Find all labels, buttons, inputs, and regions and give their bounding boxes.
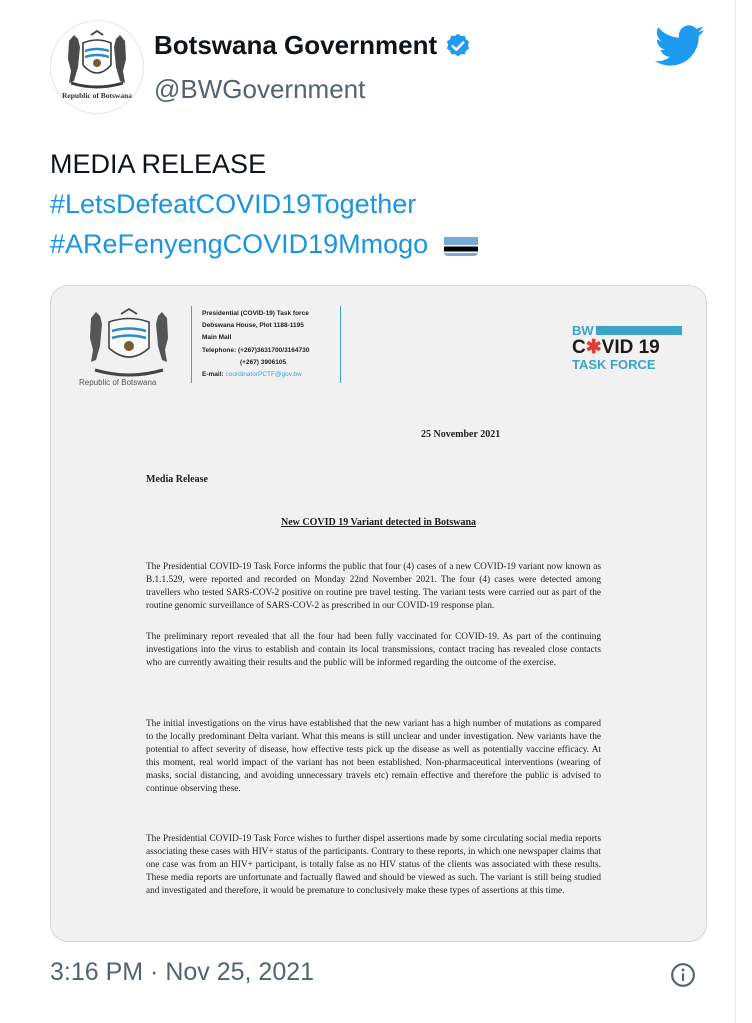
twitter-bird-icon[interactable] <box>655 25 705 67</box>
display-name[interactable]: Botswana Government <box>154 30 438 60</box>
media-release-document <box>51 286 706 941</box>
hashtag-link[interactable]: #LetsDefeatCOVID19Together <box>50 189 417 219</box>
document-heading: Media Release <box>146 474 208 485</box>
document-date: 25 November 2021 <box>421 429 501 440</box>
email-label: E-mail: <box>202 371 224 379</box>
avatar-caption: Republic of Botswana <box>61 91 132 100</box>
avatar[interactable] <box>50 20 144 114</box>
logo-bw-text: BW <box>572 323 594 338</box>
contact-line: (+267) 3906105 <box>240 358 287 366</box>
attached-image[interactable] <box>50 285 707 942</box>
tweet-timestamp[interactable]: 3:16 PM · Nov 25, 2021 <box>50 958 315 986</box>
contact-line: Telephone: (+267)3631700/3164730 <box>202 346 310 354</box>
hashtag-link[interactable]: #AReFenyengCOVID19Mmogo <box>50 229 429 259</box>
logo-covid-text <box>572 337 682 358</box>
document-paragraph: The initial investigations on the virus have established that the new variant has a high number of mutations as compared to the locally predominant Delta variant. What this means is still unclear and under investigation. New variants have the potential to affect severity of disease, how effective tests pick up the disease as well as potentially vaccine efficacy. At this moment, real world impact of the variant has not been established. Non-pharmaceutical interventions (wearing of masks, social distancing, and avoiding unnecessary travels etc) remain effective and therefore the public is advised to continue observing these. <box>146 719 601 795</box>
info-icon[interactable] <box>670 962 696 988</box>
logo-task-force-text: TASK FORCE <box>572 357 656 372</box>
task-force-logo <box>572 324 682 372</box>
document-title: New COVID 19 Variant detected in Botswana <box>281 517 476 528</box>
document-paragraph: The Presidential COVID-19 Task Force wishes to further dispel assertions made by some circulating social media reports associating these cases with HIV+ status of the participants. Contrary to these reports, in which one newspaper claims that one case was from an HIV+ participant, is totally false as no HIV status of the clients was associated with these results. These media reports are unfortunate and factually flawed and should be viewed as such. The variant is still being studied and investigated and therefore, it would be premature to conclusively make these types of assertions at this time. <box>146 834 601 897</box>
tweet-line-media-release: MEDIA RELEASE <box>50 149 267 179</box>
botswana-flag-icon <box>444 232 478 256</box>
contact-email-row <box>202 369 330 381</box>
user-name-row <box>154 30 472 61</box>
verified-badge-icon <box>444 32 472 60</box>
logo-covid-c: C <box>572 337 586 358</box>
contact-block <box>191 306 341 383</box>
virus-icon: ✱ <box>585 337 602 358</box>
logo-bar <box>596 326 682 335</box>
contact-line: Main Mall <box>202 334 232 342</box>
document-paragraph: The Presidential COVID-19 Task Force informs the public that four (4) cases of a new COVID-19 variant now known as B.1.1.529, were reported and recorded on Monday 22nd November 2021. The four (4) cases were detected among travellers who tested SARS-COV-2 positive on routine pre travel testing. The variant tests were carried out as part of the routine genomic surveillance of SARS-COV-2 as prescribed in our COVID-19 response plan. <box>146 562 601 612</box>
email-address: coordinatorPCTF@gov.bw <box>225 371 302 379</box>
document-paragraph: The preliminary report revealed that all the four had been fully vaccinated for COVID-19. As part of the continuing investigations into the virus to establish and contain its local transmissions, contact tracing has revealed close contacts who are currently awaiting their results and the public will be informed regarding the outcome of the exercise. <box>146 632 601 669</box>
user-handle[interactable]: @BWGovernment <box>154 74 366 104</box>
document-coat-caption: Republic of Botswana <box>79 378 157 387</box>
contact-line: Presidential (COVID-19) Task force <box>202 310 309 317</box>
contact-line: Debswana House, Plot 1188-1195 <box>202 322 304 330</box>
tweet-text <box>50 144 478 264</box>
logo-covid-suffix: VID 19 <box>601 337 660 358</box>
